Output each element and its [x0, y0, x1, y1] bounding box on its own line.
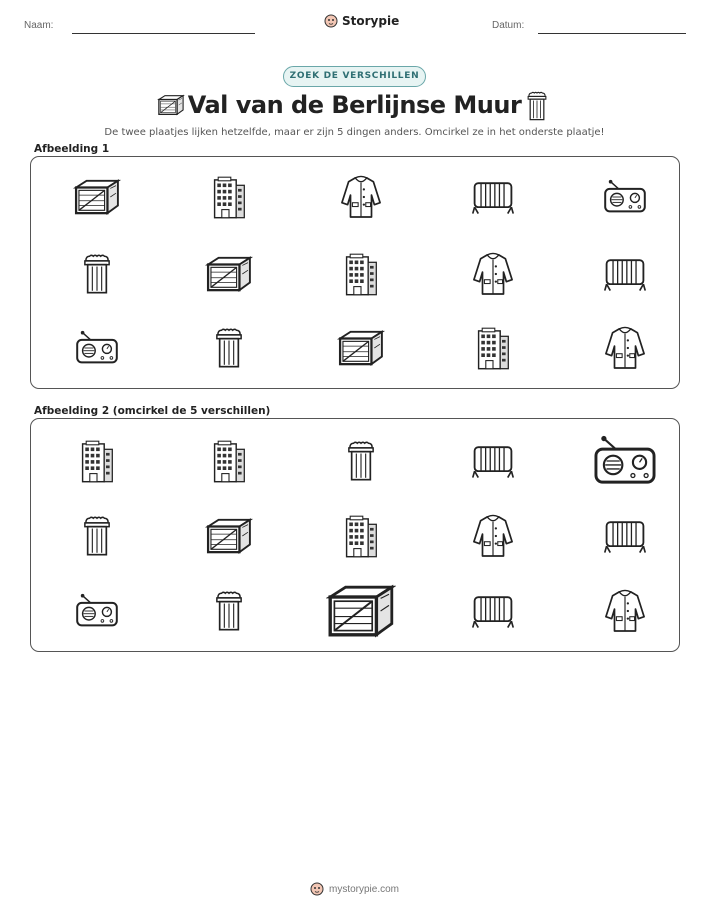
barrier-icon[interactable] — [602, 255, 648, 293]
date-line — [538, 33, 686, 34]
picture1-panel — [30, 156, 680, 389]
picture1-title: Afbeelding 1 — [34, 143, 110, 155]
building-icon[interactable] — [211, 438, 247, 484]
activity-badge: ZOEK DE VERSCHILLEN — [283, 66, 426, 87]
building-icon[interactable] — [343, 513, 379, 559]
instructions: De twee plaatjes lijken hetzelfde, maar er zijn 5 dingen anders. Omcirkel ze in het onderste plaatje! — [104, 127, 605, 138]
crate-icon[interactable] — [205, 517, 253, 555]
storypie-mascot-icon — [324, 14, 338, 28]
building-icon[interactable] — [211, 174, 247, 220]
barrier-icon[interactable] — [470, 442, 516, 480]
column-icon[interactable] — [215, 588, 243, 634]
name-label: Naam: — [24, 20, 54, 31]
column-icon[interactable] — [215, 325, 243, 371]
barrier-icon[interactable] — [602, 517, 648, 555]
column-icon — [526, 91, 548, 121]
coat-icon[interactable] — [472, 251, 514, 297]
page-title: Val van de Berlijnse Muur — [187, 91, 522, 119]
radio-icon[interactable] — [74, 330, 120, 366]
crate-icon[interactable] — [326, 582, 396, 640]
barrier-icon[interactable] — [470, 592, 516, 630]
picture2-panel — [30, 418, 680, 652]
crate-icon[interactable] — [337, 329, 385, 367]
footer — [0, 882, 709, 896]
name-line — [72, 33, 255, 34]
column-icon[interactable] — [83, 251, 111, 297]
radio-icon[interactable] — [602, 179, 648, 215]
storypie-mascot-icon — [310, 882, 324, 896]
crate-icon[interactable] — [73, 178, 121, 216]
coat-icon[interactable] — [472, 513, 514, 559]
coat-icon[interactable] — [604, 325, 646, 371]
picture2-title: Afbeelding 2 (omcirkel de 5 verschillen) — [34, 405, 271, 417]
radio-icon[interactable] — [592, 432, 658, 490]
radio-icon[interactable] — [74, 593, 120, 629]
barrier-icon[interactable] — [470, 178, 516, 216]
crate-icon[interactable] — [205, 255, 253, 293]
brand-logo — [324, 14, 399, 28]
brand-name: Storypie — [342, 14, 400, 28]
building-icon[interactable] — [475, 325, 511, 371]
date-label: Datum: — [492, 20, 525, 31]
building-icon[interactable] — [79, 438, 115, 484]
column-icon[interactable] — [83, 513, 111, 559]
footer-url: mystorypie.com — [328, 883, 399, 895]
coat-icon[interactable] — [604, 588, 646, 634]
coat-icon[interactable] — [340, 174, 382, 220]
building-icon[interactable] — [343, 251, 379, 297]
column-icon[interactable] — [347, 438, 375, 484]
